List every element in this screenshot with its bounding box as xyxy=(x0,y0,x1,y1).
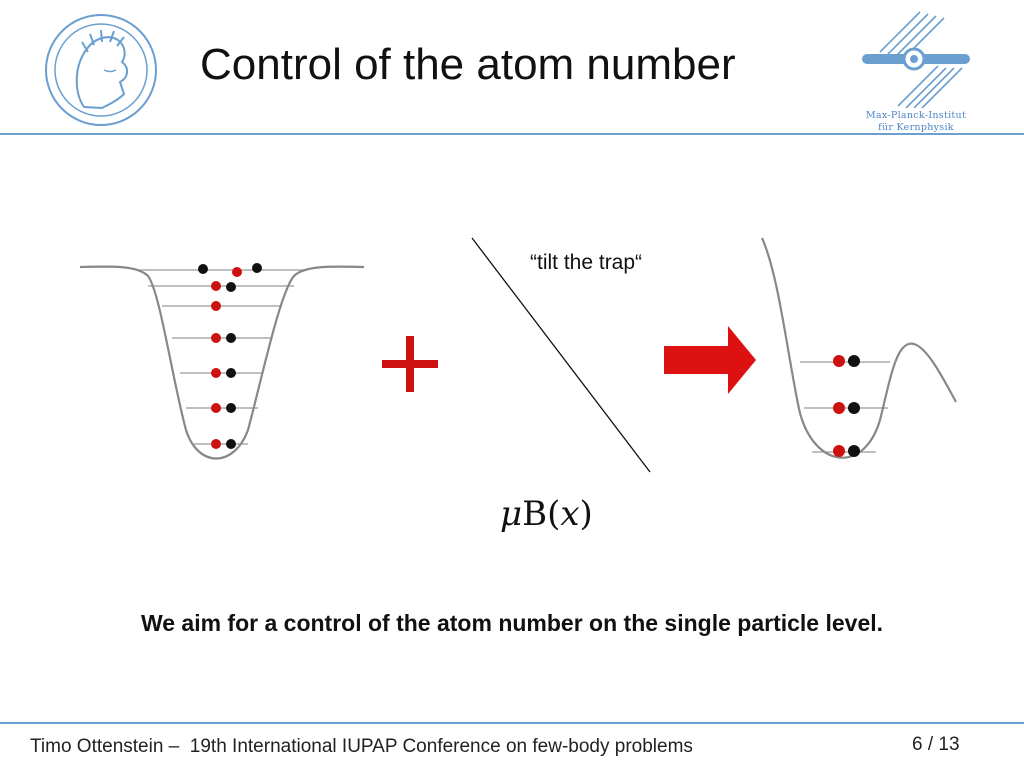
atom-black xyxy=(226,439,236,449)
footer-divider xyxy=(0,722,1024,724)
formula-x: x xyxy=(560,494,580,534)
formula-mu: μ xyxy=(500,494,523,534)
atom-red xyxy=(211,368,221,378)
formula-b: B( xyxy=(522,494,561,534)
atom-red xyxy=(211,301,221,311)
formula-close: ) xyxy=(579,494,593,534)
minerva-logo-icon xyxy=(44,12,158,128)
tilt-trap-label: “tilt the trap“ xyxy=(530,251,643,274)
summary-statement: We aim for a control of the atom number on the single particle level. xyxy=(140,610,884,636)
atom-black xyxy=(848,445,860,457)
tilted-potential-curve xyxy=(762,238,956,458)
atom-black xyxy=(226,368,236,378)
plus-icon xyxy=(380,334,440,394)
mpi-logo-text-line1: Max-Planck-Institut xyxy=(865,110,967,121)
atom-black xyxy=(848,355,860,367)
atom-red xyxy=(232,267,242,277)
atom-red xyxy=(211,439,221,449)
atom-black xyxy=(198,264,208,274)
atom-black xyxy=(226,333,236,343)
tilted-trap-diagram xyxy=(756,234,966,474)
atom-red xyxy=(833,355,845,367)
atom-red xyxy=(211,281,221,291)
trap-potential-curve xyxy=(80,267,364,459)
magnetic-potential-formula xyxy=(500,494,593,534)
atom-black xyxy=(252,263,262,273)
atoms xyxy=(833,355,860,457)
atom-black xyxy=(848,402,860,414)
atom-red xyxy=(833,445,845,457)
mpi-logo-text-line2: für Kernphysik xyxy=(878,122,954,133)
page-title: Control of the atom number xyxy=(200,40,736,89)
atom-red xyxy=(833,402,845,414)
atom-red xyxy=(211,333,221,343)
right-arrow-icon xyxy=(664,326,758,394)
atom-black xyxy=(226,282,236,292)
atom-black xyxy=(226,403,236,413)
filled-trap-diagram xyxy=(76,258,368,468)
atom-red xyxy=(211,403,221,413)
atoms xyxy=(198,263,262,449)
page-number: 6 / 13 xyxy=(912,734,960,755)
header-divider xyxy=(0,133,1024,135)
footer-author-conference: Timo Ottenstein – 19th International IUPAP Conference on few-body problems xyxy=(30,736,693,757)
mpi-kernphysik-logo-icon xyxy=(858,8,974,108)
